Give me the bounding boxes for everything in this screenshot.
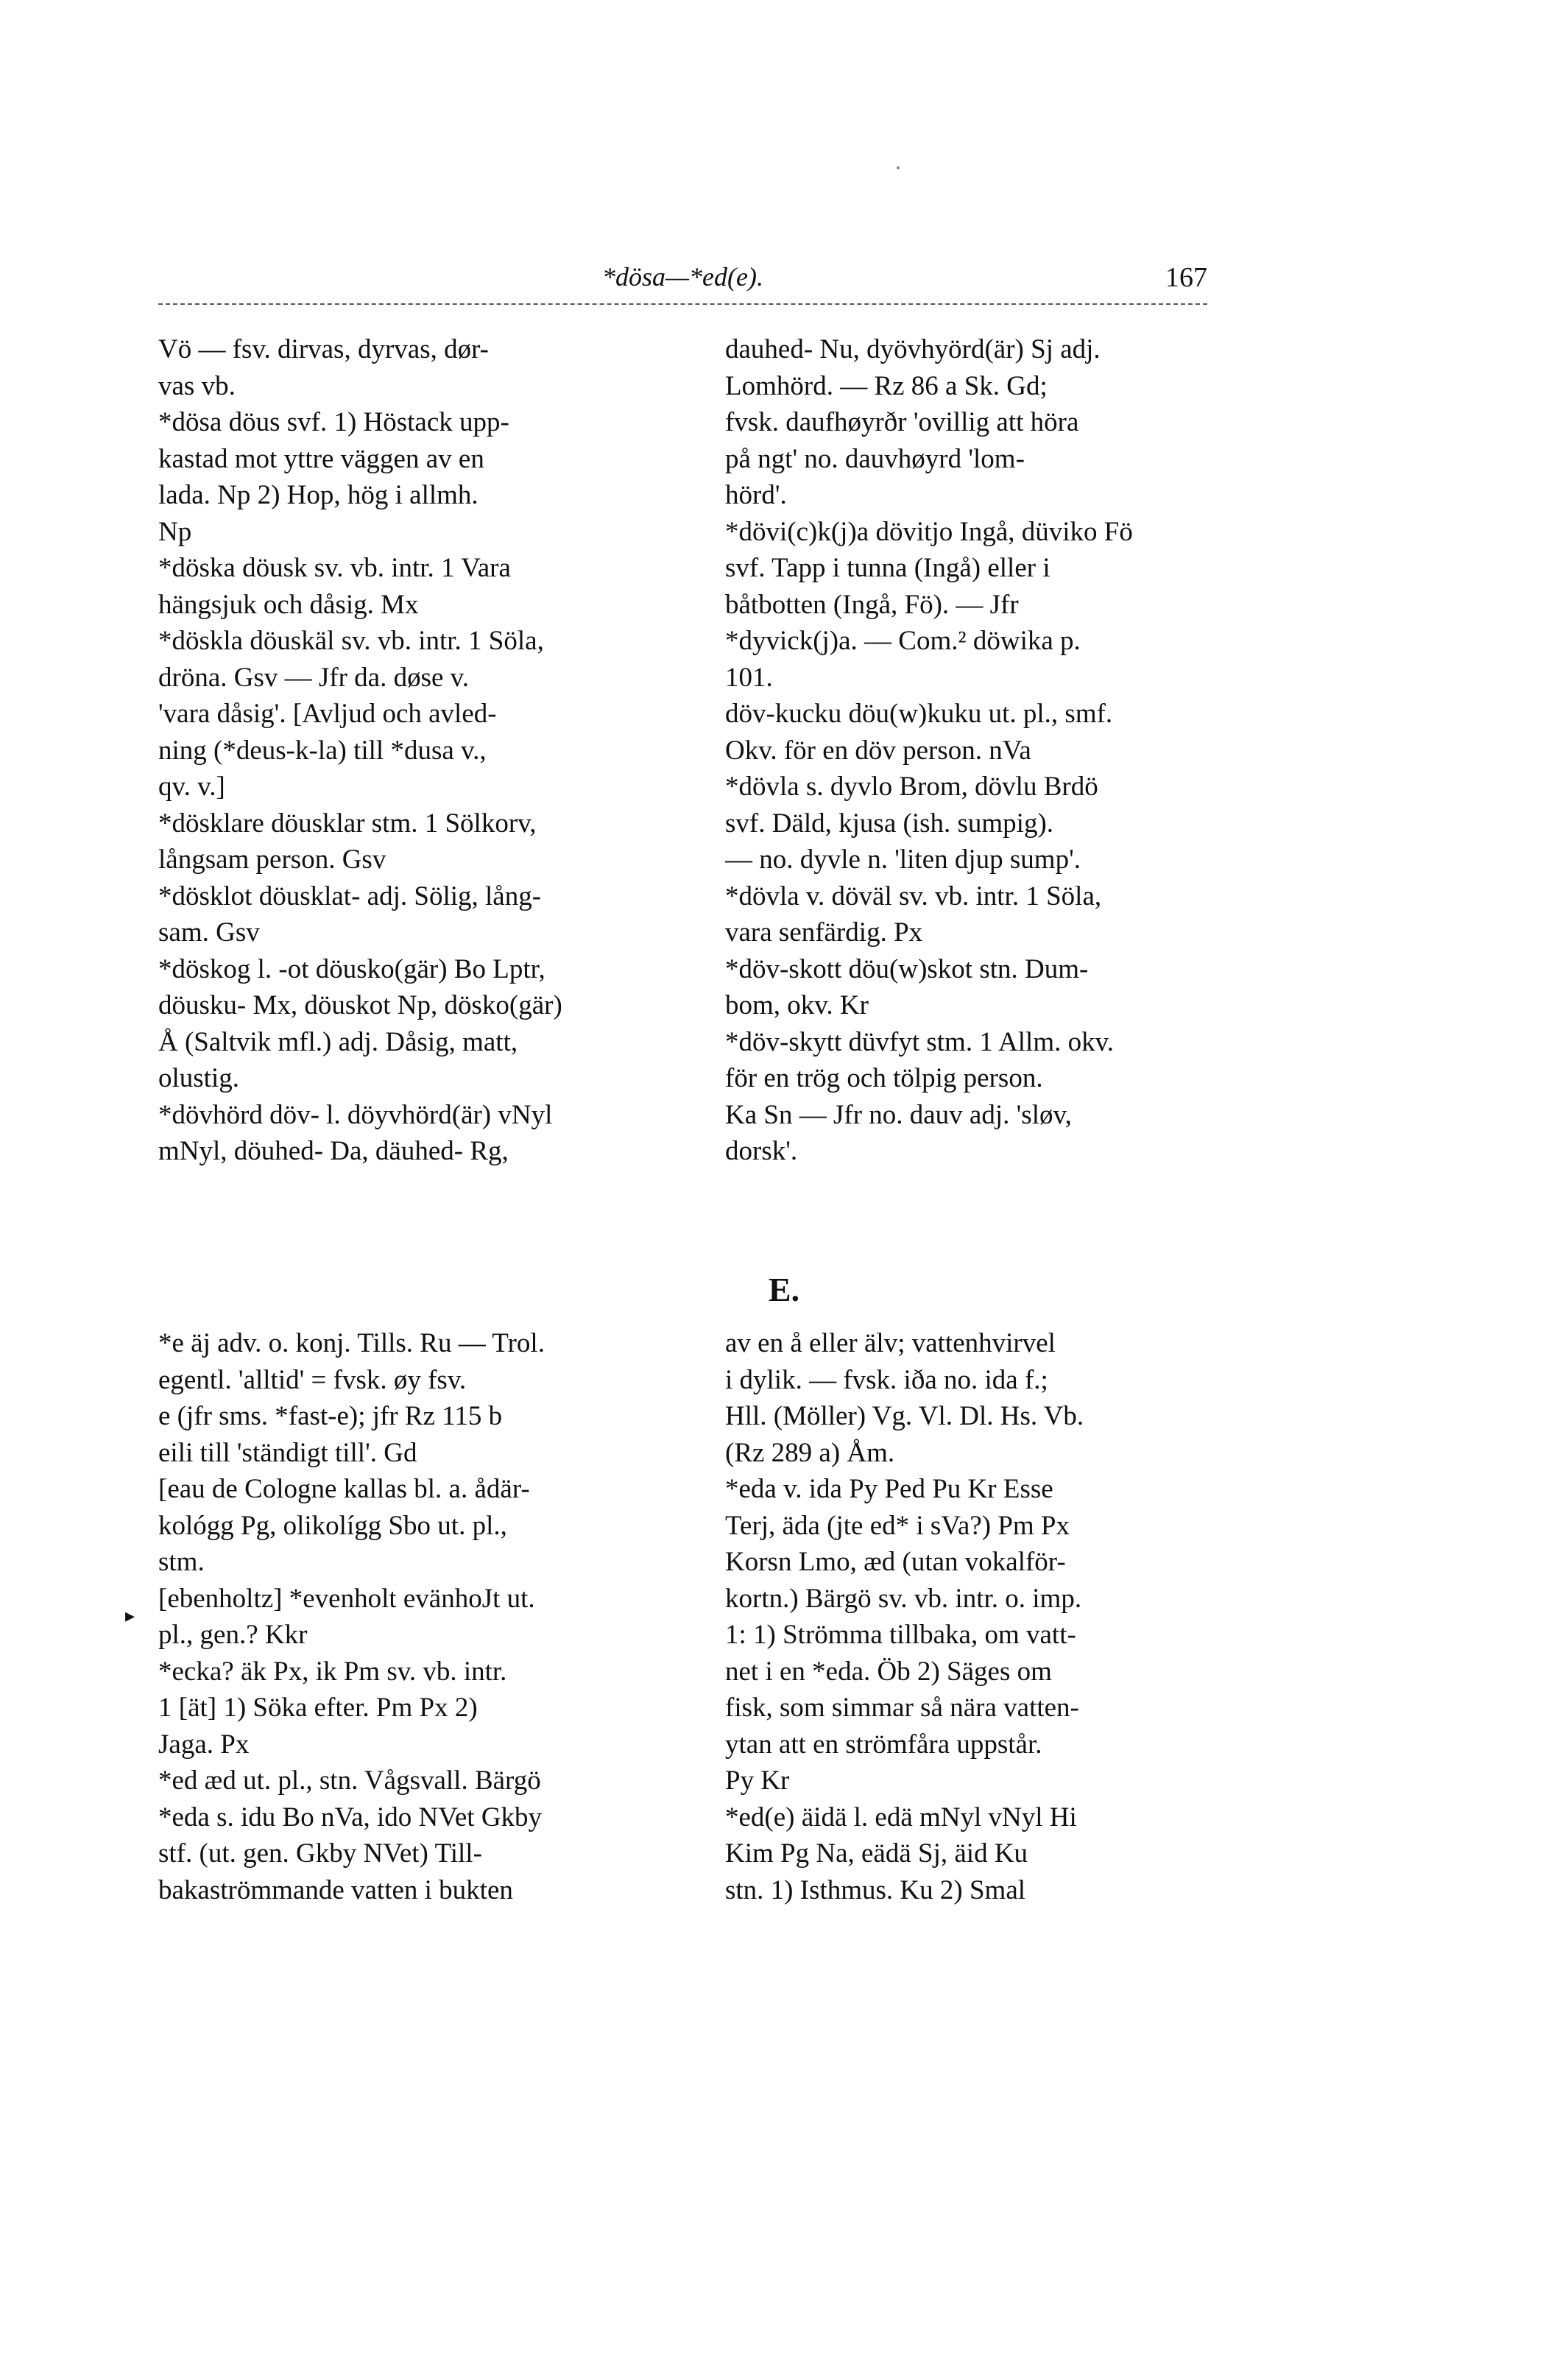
entry-line: ning (*deus-k-la) till *dusa v., bbox=[158, 735, 487, 766]
entry-line: på ngt' no. dauvhøyrd 'lom- bbox=[725, 443, 1025, 474]
page-number: 167 bbox=[1165, 262, 1207, 293]
entry-line: *dövla v. döväl sv. vb. intr. 1 Söla, bbox=[725, 881, 1102, 911]
entry-line: svf. Tapp i tunna (Ingå) eller i bbox=[725, 553, 1050, 583]
entry-line: egentl. 'alltid' = fvsk. øy fsv. bbox=[158, 1364, 467, 1395]
entry-line: dorsk'. bbox=[725, 1136, 798, 1166]
entry-line: e (jfr sms. *fast-e); jfr Rz 115 b bbox=[158, 1401, 503, 1431]
entry-line: *eda v. ida Py Ped Pu Kr Esse bbox=[725, 1474, 1053, 1504]
entry-line: *ed(e) äidä l. edä mNyl vNyl Hi bbox=[725, 1802, 1077, 1832]
entry-line: — no. dyvle n. 'liten djup sump'. bbox=[725, 844, 1081, 875]
entry-line: döusku- Mx, döuskot Np, dösko(gär) bbox=[158, 990, 562, 1020]
entry-line: vara senfärdig. Px bbox=[725, 917, 923, 948]
entry-line: Okv. för en döv person. nVa bbox=[725, 735, 1031, 766]
entry-line: sam. Gsv bbox=[158, 917, 260, 948]
column-top-right bbox=[725, 331, 1204, 1170]
entry-line: stn. 1) Isthmus. Ku 2) Smal bbox=[725, 1874, 1026, 1905]
entry-line: qv. v.] bbox=[158, 772, 225, 802]
entry-line: fisk, som simmar så nära vatten- bbox=[725, 1693, 1079, 1723]
entry-line: *dövhörd döv- l. döyvhörd(är) vNyl bbox=[158, 1099, 553, 1130]
entry-line: *döskla döuskäl sv. vb. intr. 1 Söla, bbox=[158, 626, 544, 656]
entry-line: hängsjuk och dåsig. Mx bbox=[158, 589, 419, 620]
column-top-left bbox=[158, 331, 637, 1170]
entry-line: Py Kr bbox=[725, 1765, 790, 1796]
entry-line: Å (Saltvik mfl.) adj. Dåsig, matt, bbox=[158, 1026, 518, 1057]
entry-line: bom, okv. Kr bbox=[725, 990, 869, 1020]
entry-line: mNyl, döuhed- Da, däuhed- Rg, bbox=[158, 1136, 509, 1166]
entry-line: 'vara dåsig'. [Avljud och avled- bbox=[158, 699, 497, 729]
entry-line: Np bbox=[158, 516, 192, 547]
entry-line: i dylik. — fvsk. iða no. ida f.; bbox=[725, 1364, 1048, 1395]
entry-line: för en trög och tölpig person. bbox=[725, 1063, 1043, 1093]
section-letter: E. bbox=[768, 1271, 800, 1308]
entry-line: Kim Pg Na, eädä Sj, äid Ku bbox=[725, 1838, 1028, 1869]
stray-dot bbox=[897, 166, 900, 169]
entry-line: kortn.) Bärgö sv. vb. intr. o. imp. bbox=[725, 1583, 1082, 1614]
running-head bbox=[158, 261, 1207, 298]
entry-line: *dövi(c)k(j)a dövitjo Ingå, düviko Fö bbox=[725, 516, 1133, 547]
entry-line: [ebenholtz] *evenholt evänhoJt ut. bbox=[158, 1583, 535, 1614]
margin-mark: ▸ bbox=[125, 1605, 135, 1627]
column-bottom-left bbox=[158, 1325, 637, 1908]
entry-line: bakaströmmande vatten i bukten bbox=[158, 1874, 513, 1905]
entry-line: kológg Pg, olikolígg Sbo ut. pl., bbox=[158, 1510, 507, 1541]
running-title: *dösa—*ed(e). bbox=[602, 262, 763, 292]
entry-line: *dösklot döusklat- adj. Sölig, lång- bbox=[158, 881, 542, 911]
entry-line: 1 [ät] 1) Söka efter. Pm Px 2) bbox=[158, 1693, 478, 1723]
entry-line: Jaga. Px bbox=[158, 1729, 250, 1760]
entry-line: stm. bbox=[158, 1547, 205, 1577]
entry-line: *dyvick(j)a. — Com.² döwika p. bbox=[725, 626, 1081, 656]
entry-line: *eda s. idu Bo nVa, ido NVet Gkby bbox=[158, 1802, 543, 1832]
entry-line: *dövla s. dyvlo Brom, dövlu Brdö bbox=[725, 772, 1098, 802]
entry-line: *dösa döus svf. 1) Höstack upp- bbox=[158, 407, 509, 437]
entry-line: ytan att en strömfåra uppstår. bbox=[725, 1729, 1042, 1760]
entry-line: *ed æd ut. pl., stn. Vågsvall. Bärgö bbox=[158, 1765, 541, 1796]
column-bottom-right bbox=[725, 1325, 1204, 1908]
entry-line: hörd'. bbox=[725, 480, 787, 510]
entry-line: [eau de Cologne kallas bl. a. ådär- bbox=[158, 1474, 530, 1504]
entry-line: svf. Däld, kjusa (ish. sumpig). bbox=[725, 808, 1054, 839]
entry-line: 1: 1) Strömma tillbaka, om vatt- bbox=[725, 1620, 1076, 1650]
entry-line: kastad mot yttre väggen av en bbox=[158, 443, 484, 474]
entry-line: Vö — fsv. dirvas, dyrvas, dør- bbox=[158, 334, 490, 364]
entry-line: eili till 'ständigt till'. Gd bbox=[158, 1437, 417, 1468]
entry-line: dauhed- Nu, dyövhyörd(är) Sj adj. bbox=[725, 334, 1101, 364]
entry-line: *dösklare döusklar stm. 1 Sölkorv, bbox=[158, 808, 537, 839]
entry-line: *döv-skott döu(w)skot stn. Dum- bbox=[725, 953, 1089, 984]
entry-line: lada. Np 2) Hop, hög i allmh. bbox=[158, 480, 478, 510]
entry-line: *döskog l. -ot döusko(gär) Bo Lptr, bbox=[158, 953, 545, 984]
entry-line: pl., gen.? Kkr bbox=[158, 1620, 308, 1650]
entry-line: net i en *eda. Öb 2) Säges om bbox=[725, 1656, 1052, 1687]
entry-line: av en å eller älv; vattenhvirvel bbox=[725, 1328, 1056, 1358]
entry-line: fvsk. daufhøyrðr 'ovillig att höra bbox=[725, 407, 1079, 437]
entry-line: Hll. (Möller) Vg. Vl. Dl. Hs. Vb. bbox=[725, 1401, 1084, 1431]
entry-line: olustig. bbox=[158, 1063, 239, 1093]
entry-line: Ka Sn — Jfr no. dauv adj. 'sløv, bbox=[725, 1099, 1072, 1130]
entry-line: båtbotten (Ingå, Fö). — Jfr bbox=[725, 589, 1019, 620]
header-rule bbox=[158, 303, 1207, 305]
entry-line: Lomhörd. — Rz 86 a Sk. Gd; bbox=[725, 370, 1048, 401]
entry-line: (Rz 289 a) Åm. bbox=[725, 1437, 895, 1468]
entry-line: dröna. Gsv — Jfr da. døse v. bbox=[158, 662, 469, 693]
entry-line: döv-kucku döu(w)kuku ut. pl., smf. bbox=[725, 699, 1113, 729]
entry-line: Terj, äda (jte ed* i sVa?) Pm Px bbox=[725, 1510, 1070, 1541]
entry-line: *ecka? äk Px, ik Pm sv. vb. intr. bbox=[158, 1656, 507, 1687]
entry-line: *e äj adv. o. konj. Tills. Ru — Trol. bbox=[158, 1328, 545, 1358]
entry-line: långsam person. Gsv bbox=[158, 844, 386, 875]
entry-line: *döska döusk sv. vb. intr. 1 Vara bbox=[158, 553, 511, 583]
entry-line: Korsn Lmo, æd (utan vokalför- bbox=[725, 1547, 1066, 1577]
entry-line: vas vb. bbox=[158, 370, 236, 401]
entry-line: 101. bbox=[725, 662, 773, 693]
entry-line: *döv-skytt düvfyt stm. 1 Allm. okv. bbox=[725, 1026, 1114, 1057]
entry-line: stf. (ut. gen. Gkby NVet) Till- bbox=[158, 1838, 482, 1869]
